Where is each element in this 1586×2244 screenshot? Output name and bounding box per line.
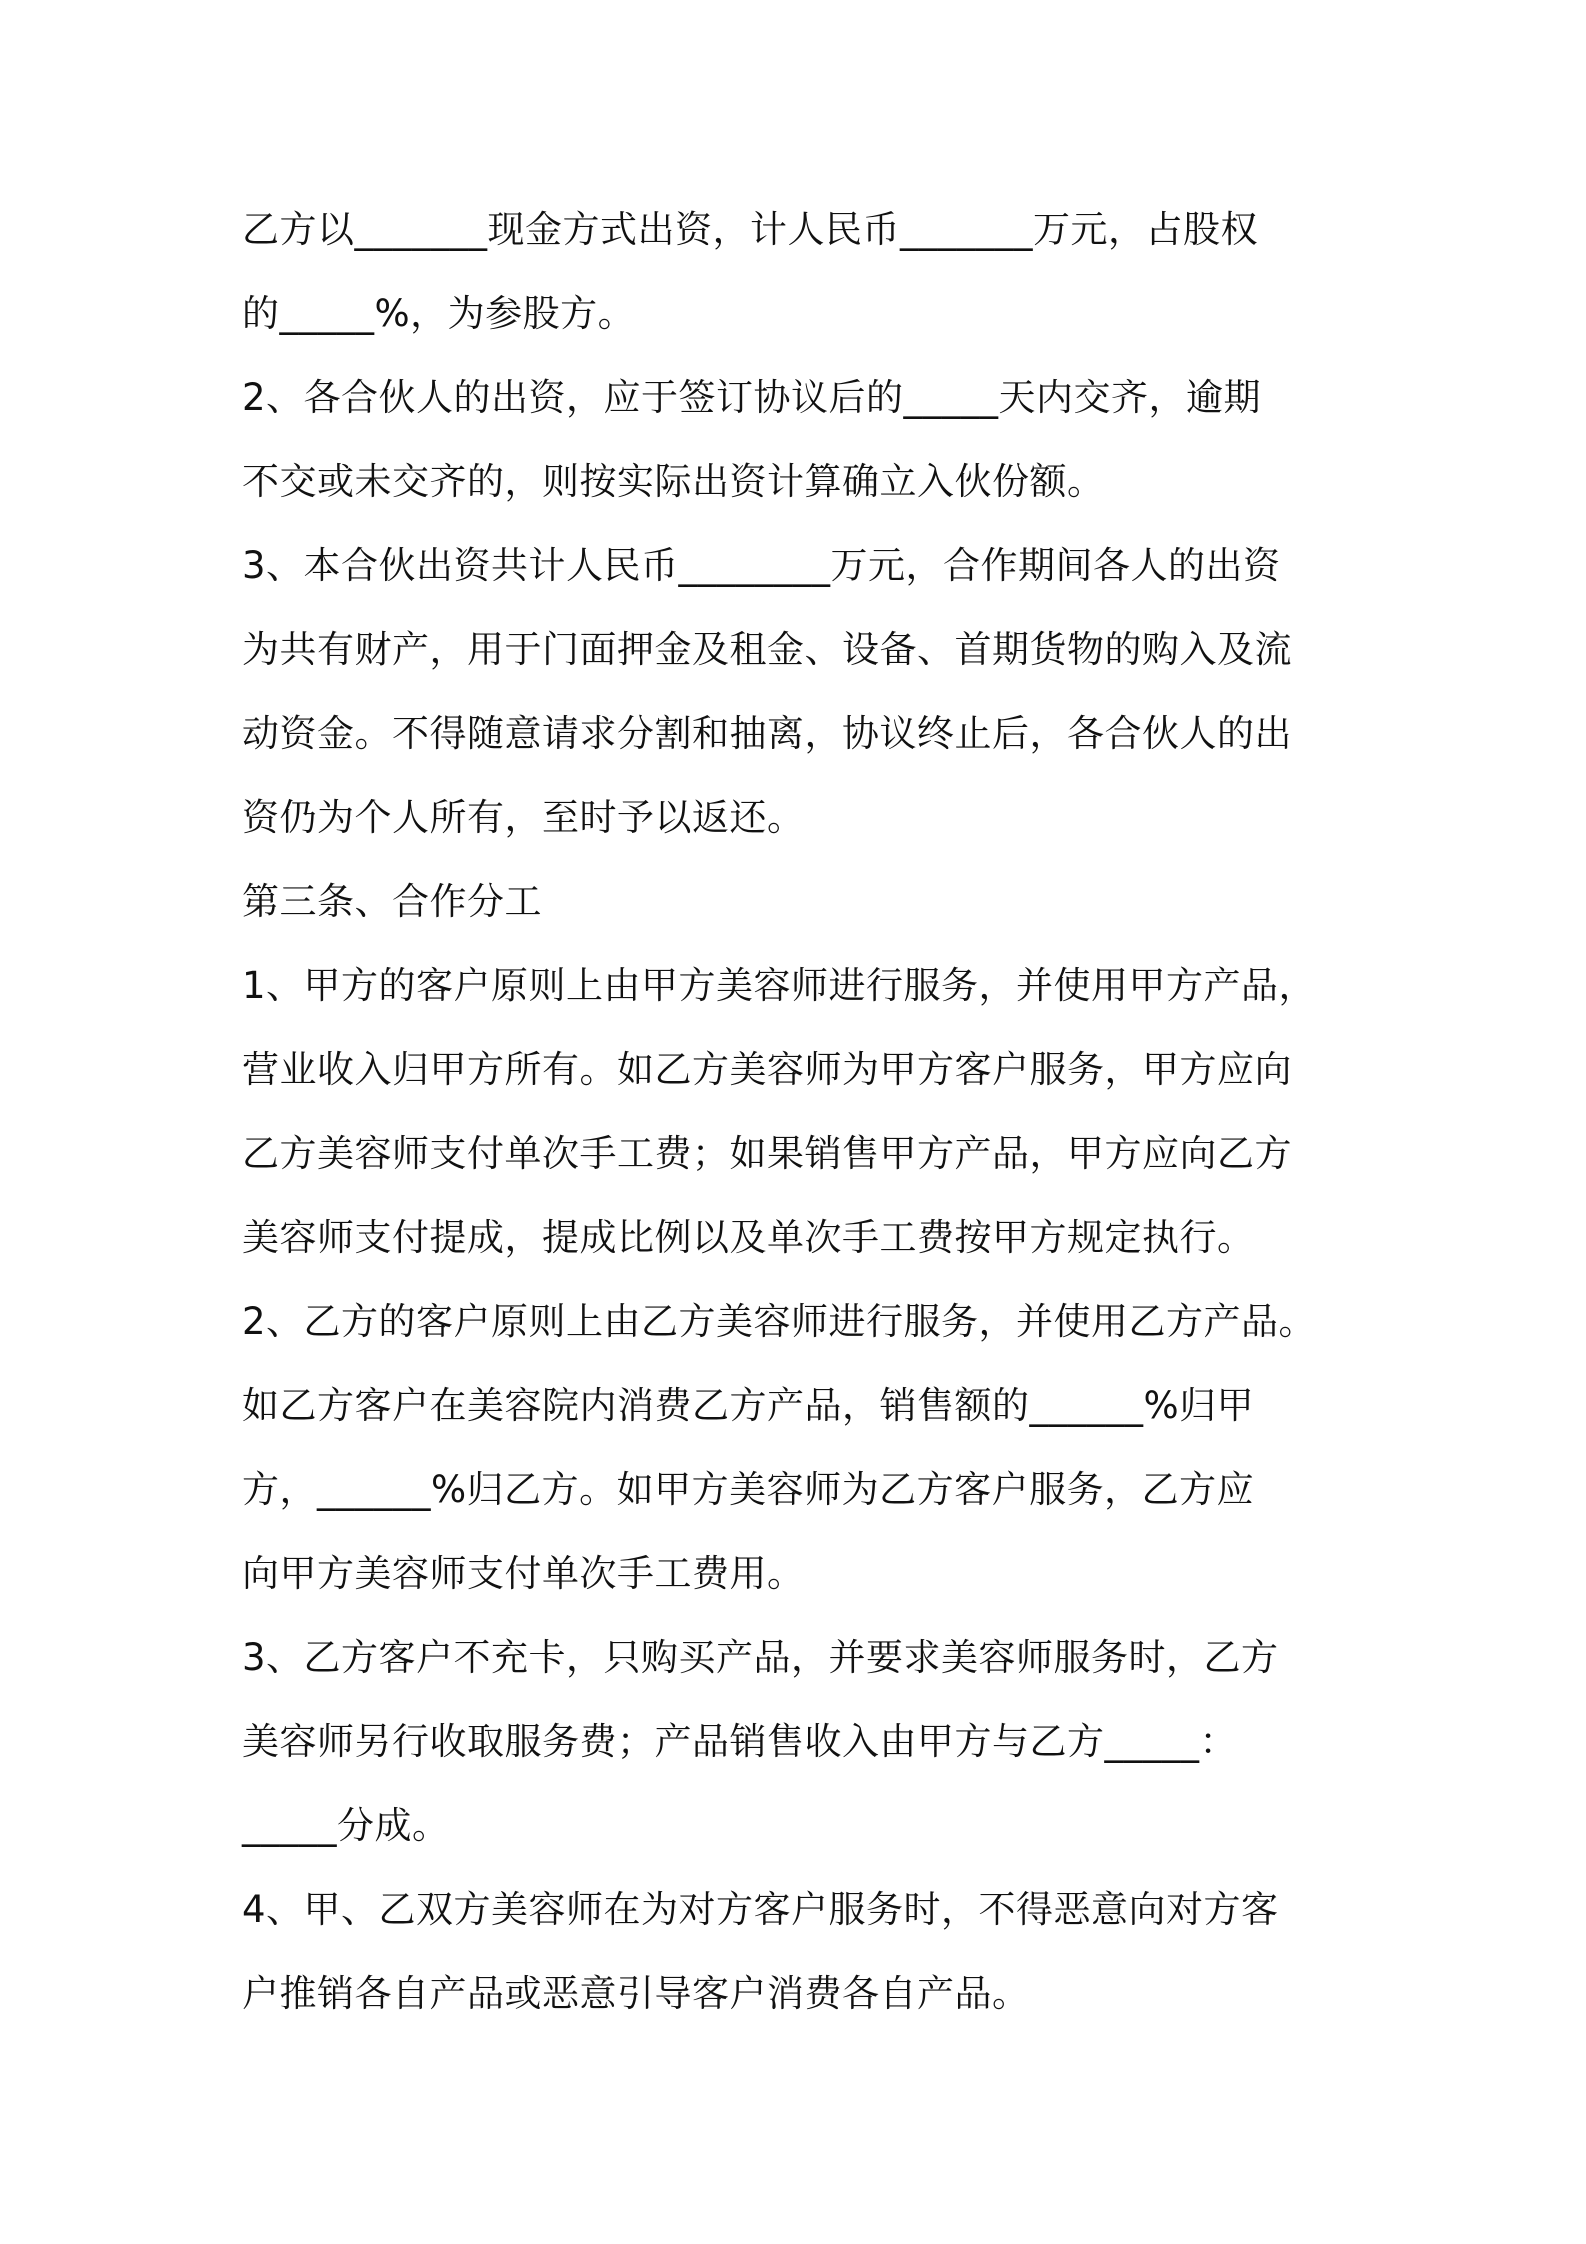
body-text-line: 资仍为个人所有，至时予以返还。 — [242, 796, 805, 839]
body-text-line: 动资金。不得随意请求分割和抽离，协议终止后，各合伙人的出 — [242, 712, 1292, 755]
body-text-line: 1、甲方的客户原则上由甲方美容师进行服务，并使用甲方产品， — [242, 964, 1317, 1007]
body-text-line: 2、乙方的客户原则上由乙方美容师进行服务，并使用乙方产品。 — [242, 1300, 1317, 1343]
body-text-line: 如乙方客户在美容院内消费乙方产品，销售额的______%归甲 — [242, 1384, 1255, 1427]
body-text-line: 乙方以_______现金方式出资，计人民币_______万元，占股权 — [242, 208, 1258, 251]
body-text-line: 2、各合伙人的出资，应于签订协议后的_____天内交齐，逾期 — [242, 376, 1262, 419]
body-text-line: 乙方美容师支付单次手工费；如果销售甲方产品，甲方应向乙方 — [242, 1132, 1292, 1175]
body-text-line: 向甲方美容师支付单次手工费用。 — [242, 1552, 805, 1595]
body-text-line: 户推销各自产品或恶意引导客户消费各自产品。 — [242, 1972, 1030, 2015]
body-text-line: 方，______%归乙方。如甲方美容师为乙方客户服务，乙方应 — [242, 1468, 1255, 1511]
body-text-line: 3、乙方客户不充卡，只购买产品，并要求美容师服务时，乙方 — [242, 1636, 1279, 1679]
body-text-line: 3、本合伙出资共计人民币________万元，合作期间各人的出资 — [242, 544, 1281, 587]
section-heading: 第三条、合作分工 — [242, 880, 542, 923]
body-text-line: 4、甲、乙双方美容师在为对方客户服务时，不得恶意向对方客 — [242, 1888, 1279, 1931]
body-text-line: 美容师另行收取服务费；产品销售收入由甲方与乙方_____： — [242, 1720, 1237, 1763]
body-text-line: _____分成。 — [242, 1804, 450, 1847]
body-text-line: 的_____%，为参股方。 — [242, 292, 636, 335]
body-text-line: 营业收入归甲方所有。如乙方美容师为甲方客户服务，甲方应向 — [242, 1048, 1292, 1091]
body-text-line: 美容师支付提成，提成比例以及单次手工费按甲方规定执行。 — [242, 1216, 1255, 1259]
body-text-line: 不交或未交齐的，则按实际出资计算确立入伙份额。 — [242, 460, 1105, 503]
body-text-line: 为共有财产，用于门面押金及租金、设备、首期货物的购入及流 — [242, 628, 1292, 671]
